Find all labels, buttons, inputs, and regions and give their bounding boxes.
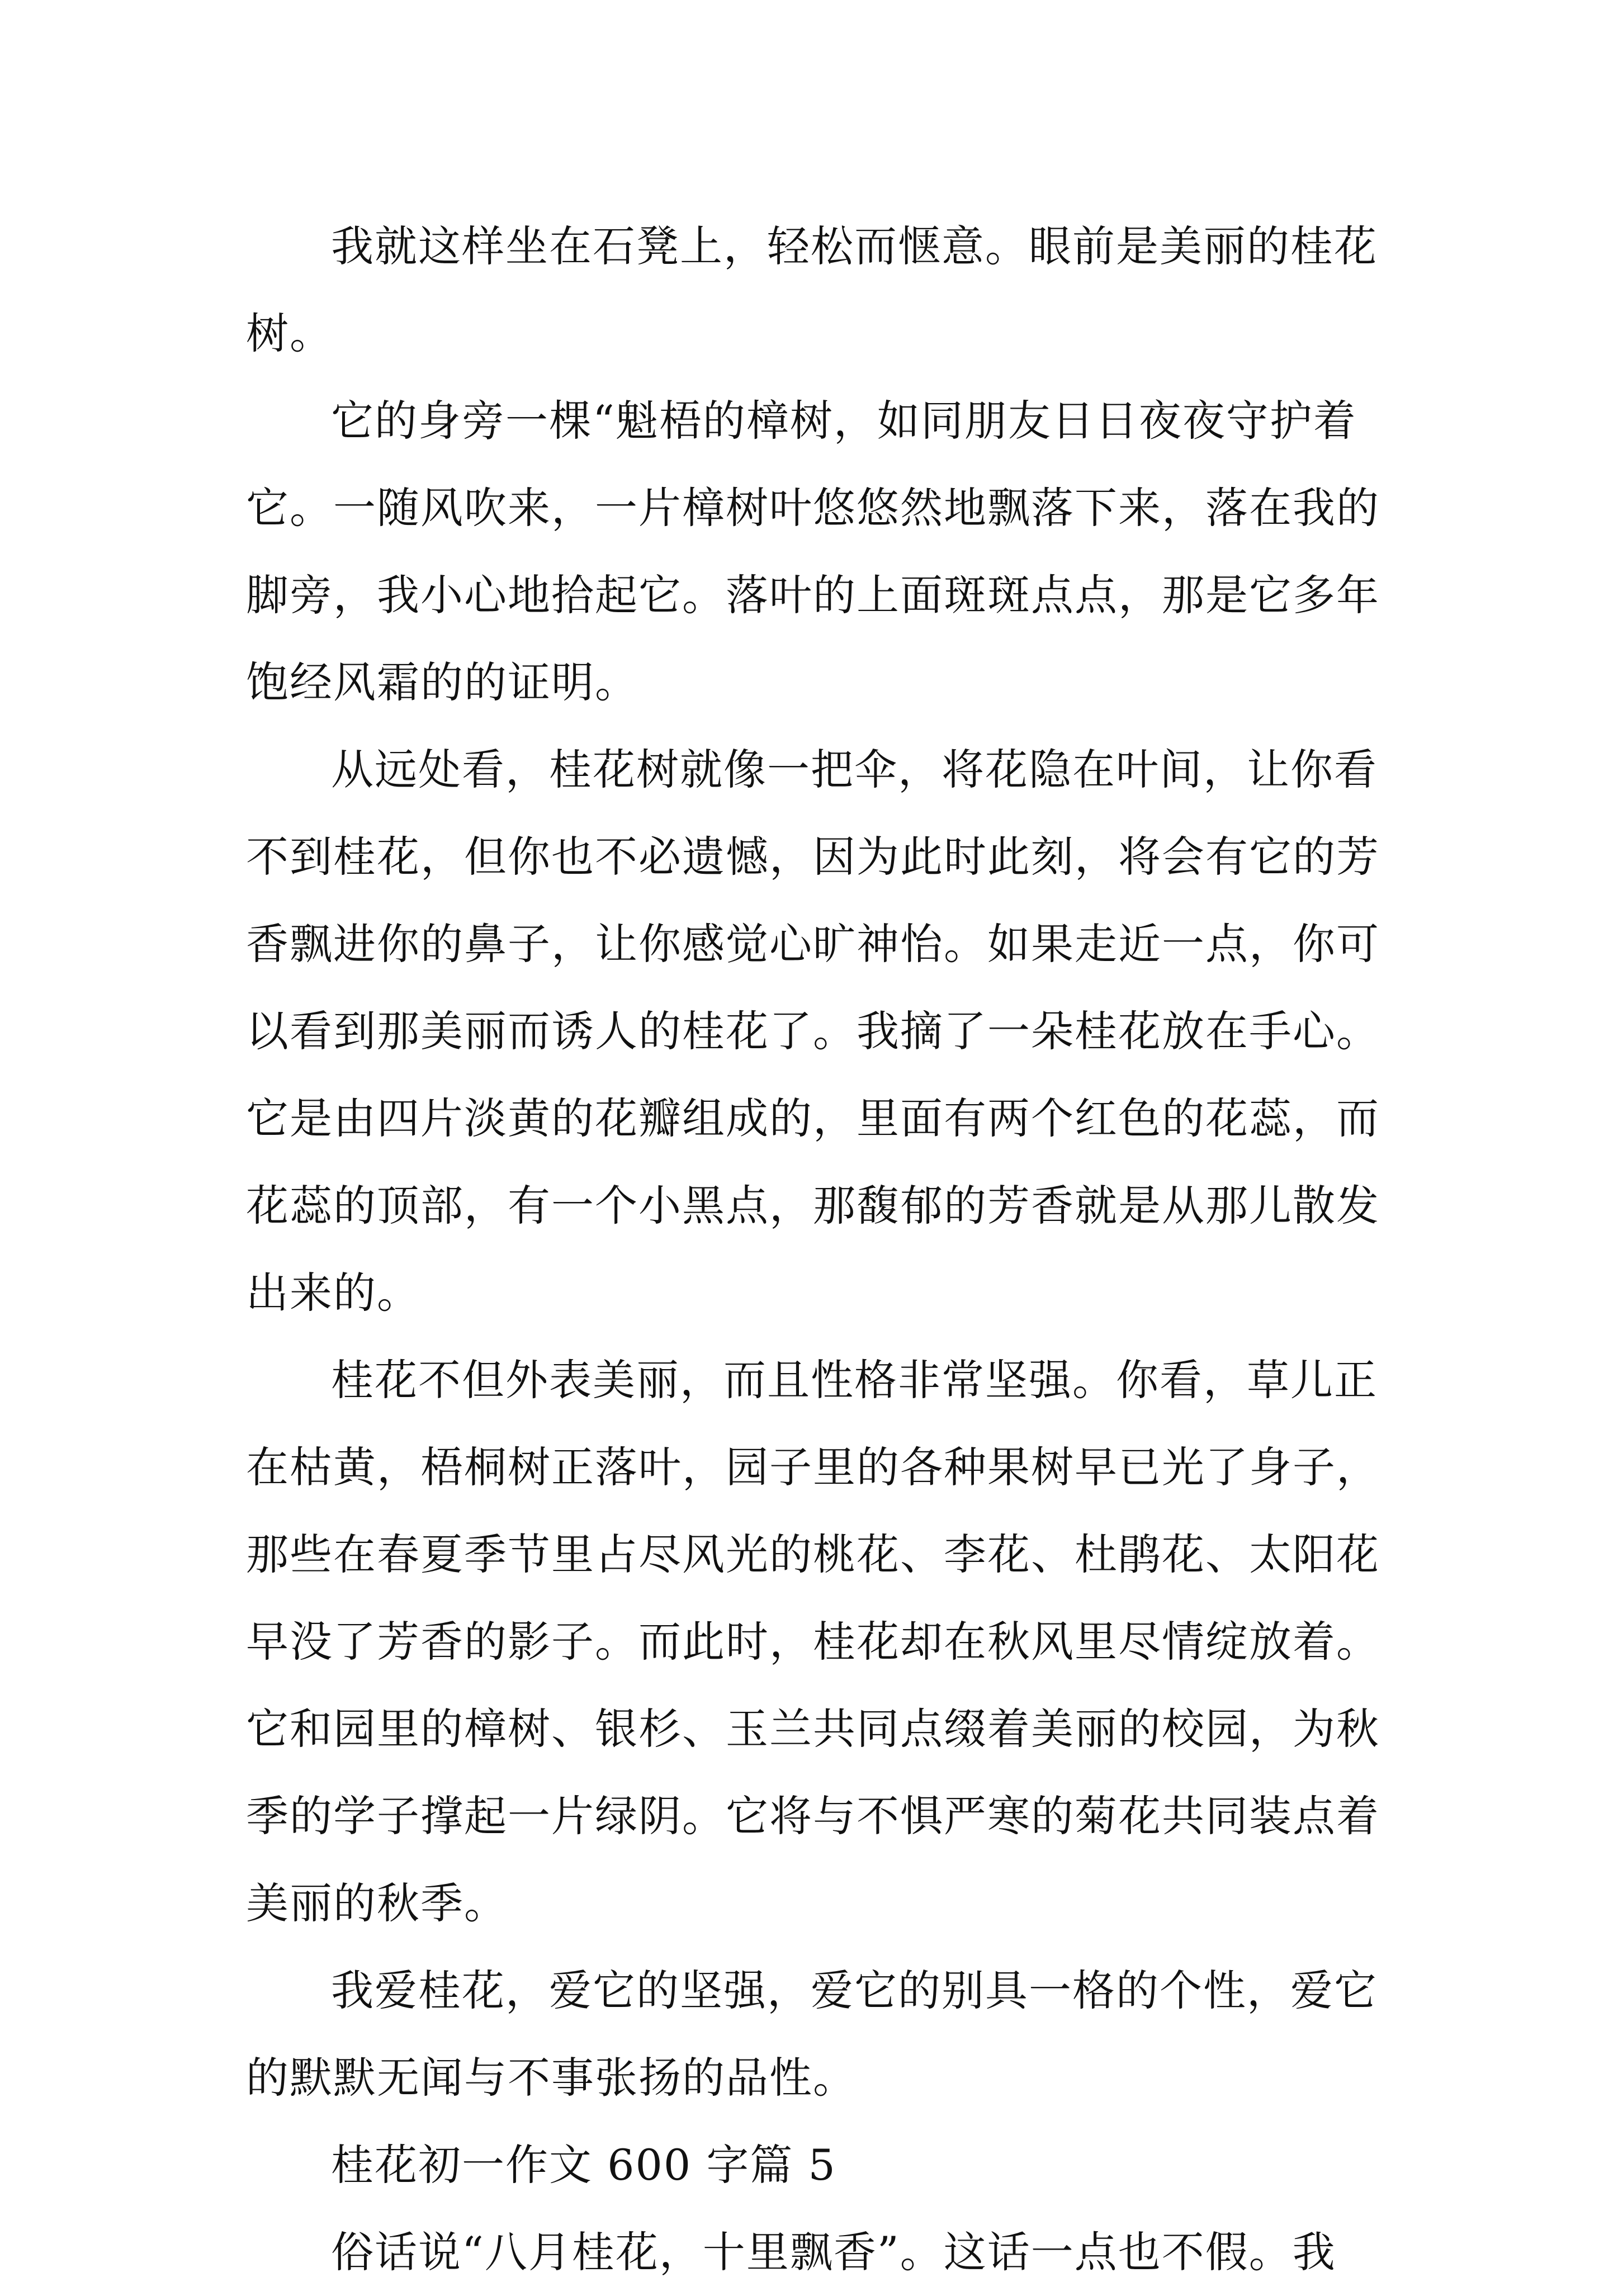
paragraph-line: 那些在春夏季节里占尽风光的桃花、李花、杜鹃花、太阳花 [246, 1530, 1380, 1579]
paragraph-line: 饱经风霜的的证明。 [246, 657, 638, 707]
paragraph-line: 它的身旁一棵“魁梧的樟树，如同朋友日日夜夜守护着 [331, 396, 1357, 446]
paragraph-line: 香飘进你的鼻子，让你感觉心旷神怡。如果走近一点，你可 [246, 919, 1380, 969]
paragraph-line: 花蕊的顶部，有一个小黑点，那馥郁的芳香就是从那儿散发 [246, 1181, 1380, 1230]
paragraph-line: 它和园里的樟树、银杉、玉兰共同点缀着美丽的校园，为秋 [246, 1704, 1380, 1754]
paragraph-line: 它是由四片淡黄的花瓣组成的，里面有两个红色的花蕊，而 [246, 1093, 1380, 1143]
paragraph-line: 它。一随风吹来，一片樟树叶悠悠然地飘落下来，落在我的 [246, 483, 1380, 533]
paragraph-line: 季的学子撑起一片绿阴。它将与不惧严寒的菊花共同装点着 [246, 1791, 1380, 1841]
paragraph-line: 俗话说“八月桂花，十里飘香”。这话一点也不假。我 [331, 2227, 1336, 2277]
paragraph-line: 以看到那美丽而诱人的桂花了。我摘了一朵桂花放在手心。 [246, 1006, 1380, 1056]
paragraph-line: 在枯黄，梧桐树正落叶，园子里的各种果树早已光了身子， [246, 1442, 1380, 1492]
paragraph-line: 的默默无闻与不事张扬的品性。 [246, 2053, 857, 2103]
paragraph-line: 早没了芳香的影子。而此时，桂花却在秋风里尽情绽放着。 [246, 1617, 1380, 1667]
paragraph-line: 出来的。 [246, 1268, 420, 1318]
paragraph-line: 不到桂花，但你也不必遗憾，因为此时此刻，将会有它的芳 [246, 832, 1380, 882]
paragraph-line: 美丽的秋季。 [246, 1878, 508, 1928]
section-heading: 桂花初一作文 600 字篇 5 [331, 2140, 836, 2190]
essay-body [246, 203, 1426, 2296]
paragraph-line: 脚旁，我小心地拾起它。落叶的上面斑斑点点，那是它多年 [246, 570, 1380, 620]
paragraph-line: 树。 [246, 309, 333, 358]
paragraph-line: 我就这样坐在石凳上，轻松而惬意。眼前是美丽的桂花 [331, 221, 1378, 271]
paragraph-line: 桂花不但外表美丽，而且性格非常坚强。你看，草儿正 [331, 1355, 1378, 1405]
paragraph-line: 从远处看，桂花树就像一把伞，将花隐在叶间，让你看 [331, 745, 1378, 794]
paragraph-line: 我爱桂花，爱它的坚强，爱它的别具一格的个性，爱它 [331, 1966, 1378, 2015]
